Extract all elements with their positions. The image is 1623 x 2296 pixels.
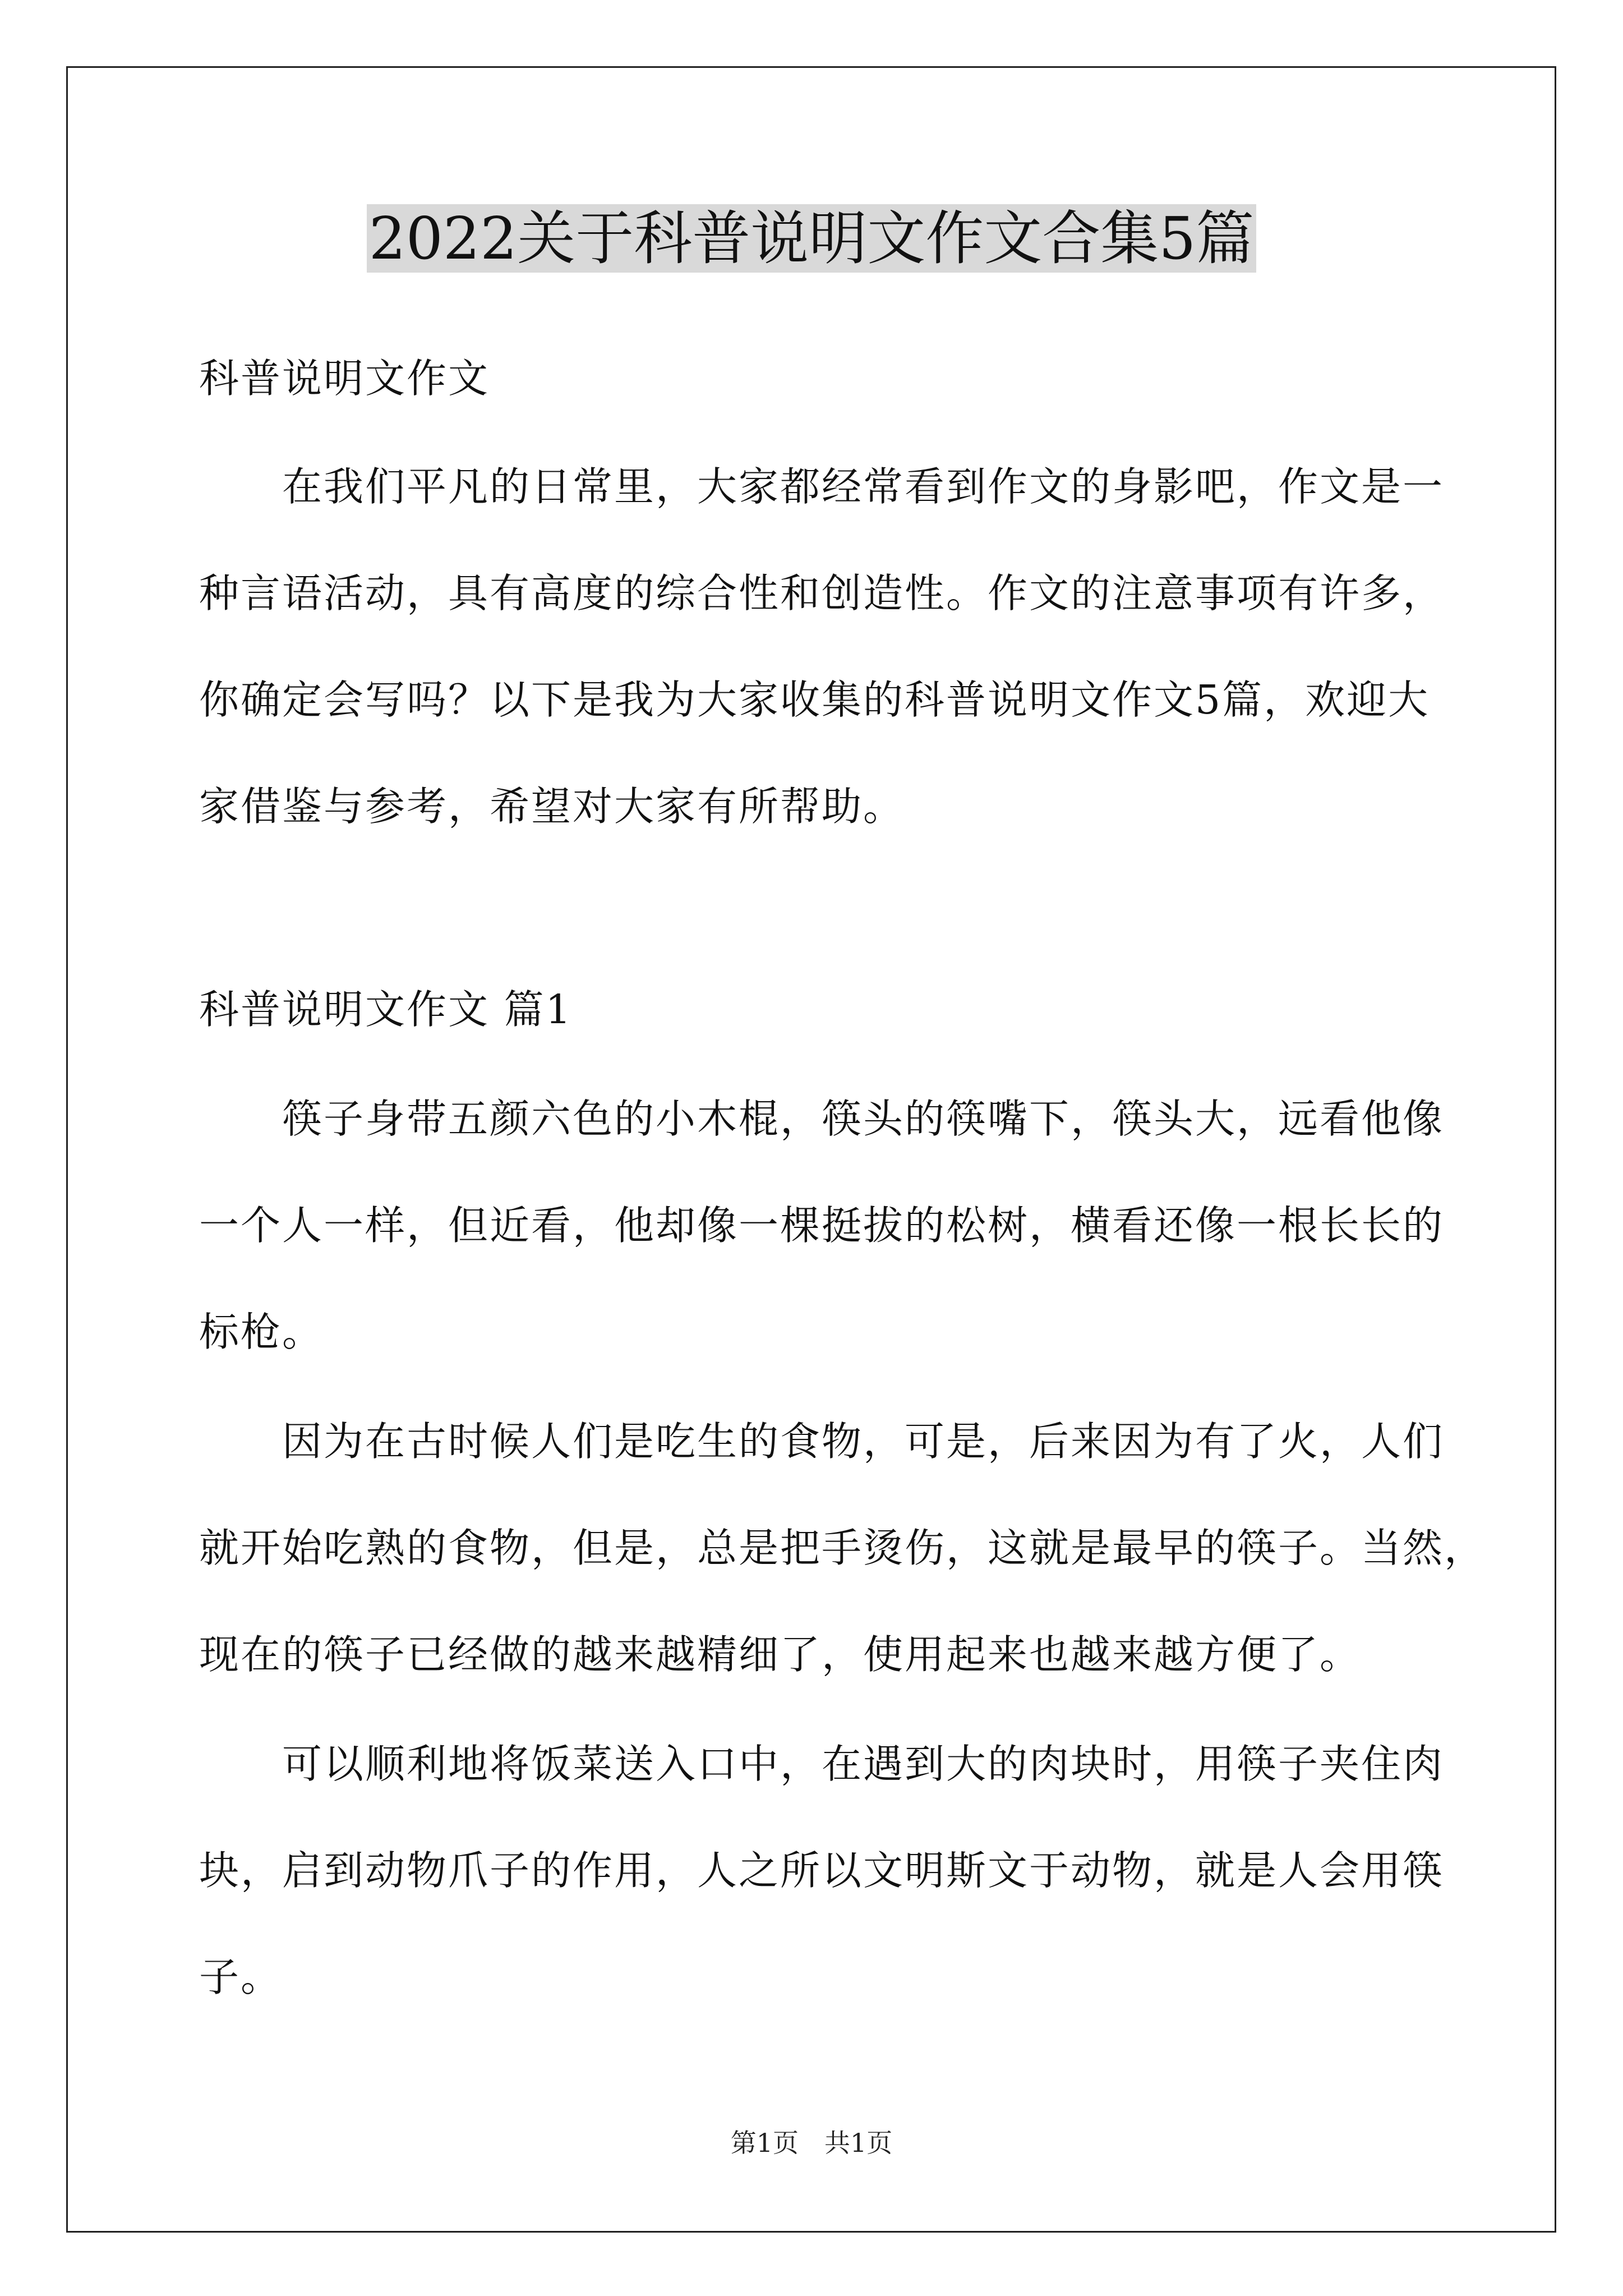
intro-line: 你确定会写吗？以下是我为大家收集的科普说明文作文5篇，欢迎大: [199, 677, 1430, 723]
paragraph-line: 现在的筷子已经做的越来越精细了，使用起来也越来越方便了。: [199, 1631, 1362, 1678]
paragraph-line: 子。: [199, 1954, 283, 2000]
paragraph-line: 因为在古时候人们是吃生的食物，可是，后来因为有了火，人们: [199, 1418, 1445, 1465]
paragraph-line: 可以顺利地将饭菜送入口中，在遇到大的肉块时，用筷子夹住肉: [199, 1741, 1445, 1787]
page-footer: 第1页 共1页: [730, 2128, 893, 2158]
essay-paragraph-1: [199, 1091, 1445, 1411]
paragraph-line: 一个人一样，但近看，他却像一棵挺拔的松树，横看还像一根长长的: [199, 1202, 1445, 1249]
essay-paragraph-3: [199, 1736, 1445, 2056]
essay-paragraph-2: [199, 1414, 1486, 1733]
section-heading: 科普说明文作文: [199, 355, 490, 402]
document-title: [0, 199, 1623, 278]
paragraph-line: 标枪。: [199, 1309, 324, 1355]
intro-line: 家借鉴与参考，希望对大家有所帮助。: [199, 783, 905, 830]
essay-heading: 科普说明文作文 篇1: [199, 986, 573, 1033]
intro-line: 在我们平凡的日常里，大家都经常看到作文的身影吧，作文是一: [199, 463, 1445, 510]
paragraph-line: 就开始吃熟的食物，但是，总是把手烫伤，这就是最早的筷子。当然，: [199, 1525, 1486, 1571]
intro-paragraph: [199, 459, 1445, 885]
paragraph-line: 筷子身带五颜六色的小木棍，筷头的筷嘴下，筷头大，远看他像: [199, 1096, 1445, 1142]
paragraph-line: 块，启到动物爪子的作用，人之所以文明斯文于动物，就是人会用筷: [199, 1847, 1445, 1894]
intro-line: 种言语活动，具有高度的综合性和创造性。作文的注意事项有许多，: [199, 570, 1445, 616]
document-title-text: 2022关于科普说明文作文合集5篇: [367, 204, 1257, 273]
